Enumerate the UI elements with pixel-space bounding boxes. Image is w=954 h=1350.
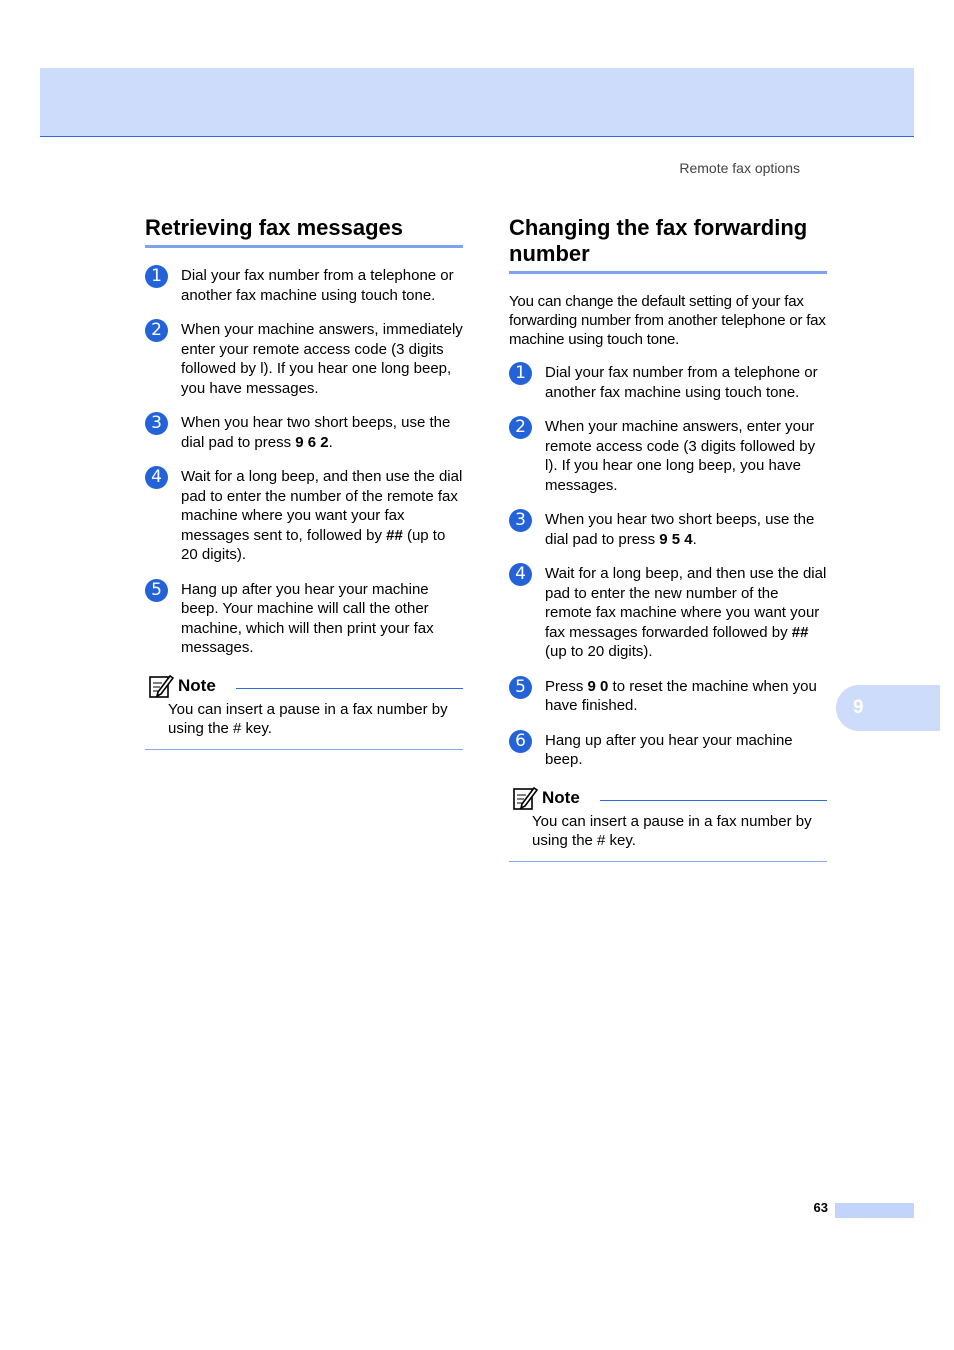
step-item (509, 417, 827, 495)
step-item (509, 363, 827, 402)
step-number-icon: 5 (145, 579, 168, 602)
chapter-tab (836, 685, 940, 731)
step-text: When your machine answers, immediately enter your remote access code (3 digits followed by l). If you hear one long beep, you have messages. (181, 321, 463, 397)
left-note (145, 673, 463, 750)
step-number-icon: 4 (509, 563, 532, 586)
step-item (509, 677, 827, 716)
step-text: When your machine answers, enter your remote access code (3 digits followed by l). If you hear one long beep, you have messages. (545, 418, 816, 494)
step-number-icon: 5 (509, 676, 532, 699)
note-divider (236, 688, 463, 689)
intro-paragraph: You can change the default setting of your fax forwarding number from another telephone or fax machine using touch tone. (509, 293, 826, 348)
note-pencil-icon (148, 673, 174, 699)
step-number-icon: 3 (145, 412, 168, 435)
left-column (145, 215, 463, 750)
note-text: You can insert a pause in a fax number by using the # key. (532, 812, 812, 849)
step-text: Press 9 0 to reset the machine when you have finished. (545, 677, 817, 714)
left-steps (145, 266, 463, 658)
step-item (145, 320, 463, 398)
running-header: Remote fax options (679, 160, 800, 176)
step-number-icon: 1 (509, 362, 532, 385)
note-pencil-icon (512, 785, 538, 811)
step-text: Wait for a long beep, and then use the dial pad to enter the number of the remote fax machine where you want your fax messages sent to, followed by ## (up to 20 digits). (181, 468, 463, 563)
step-item (145, 467, 463, 565)
step-text: When you hear two short beeps, use the dial pad to press 9 6 2. (181, 414, 451, 451)
section-title-forwarding: Changing the fax forwarding number (509, 215, 827, 274)
page-number-bar (835, 1203, 914, 1218)
step-number-icon: 3 (509, 509, 532, 532)
note-label: Note (178, 675, 216, 695)
right-column (509, 215, 827, 862)
note-label: Note (542, 787, 580, 807)
step-text: Dial your fax number from a telephone or another fax machine using touch tone. (181, 267, 454, 304)
step-text: When you hear two short beeps, use the dial pad to press 9 5 4. (545, 511, 815, 548)
step-item (509, 510, 827, 549)
step-number-icon: 1 (145, 265, 168, 288)
step-item (145, 580, 463, 658)
step-text: Dial your fax number from a telephone or another fax machine using touch tone. (545, 364, 818, 401)
step-number-icon: 4 (145, 466, 168, 489)
step-text: Hang up after you hear your machine beep. (545, 731, 793, 768)
page-number: 63 (813, 1200, 828, 1215)
note-divider (600, 800, 827, 801)
section-title-retrieving: Retrieving fax messages (145, 215, 463, 248)
step-number-icon: 2 (145, 319, 168, 342)
step-text: Wait for a long beep, and then use the dial pad to enter the new number of the remote fax machine where you want your fax messages forwarded followed by ## (up to 20 digits). (545, 565, 827, 660)
right-note (509, 785, 827, 862)
step-item (145, 266, 463, 305)
right-steps (509, 363, 827, 770)
step-item (509, 564, 827, 662)
note-text: You can insert a pause in a fax number by using the # key. (168, 700, 448, 737)
step-text: Hang up after you hear your machine beep. Your machine will call the other machine, which will then print your fax messages. (181, 580, 434, 656)
step-number-icon: 2 (509, 416, 532, 439)
step-item (145, 413, 463, 452)
top-header-band (40, 68, 914, 137)
step-number-icon: 6 (509, 730, 532, 753)
step-item (509, 731, 827, 770)
chapter-number: 9 (853, 697, 864, 718)
